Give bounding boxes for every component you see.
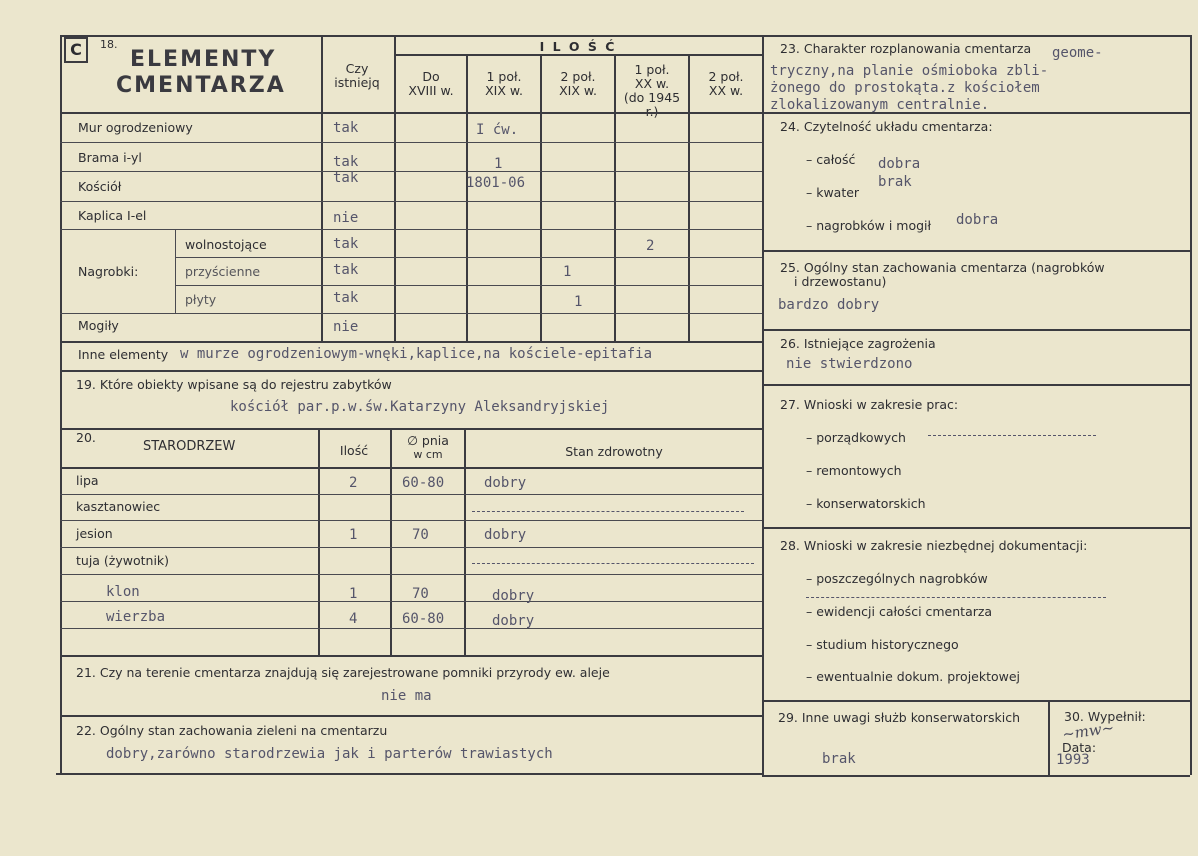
tree-dia-wierzba: 60-80 bbox=[402, 611, 445, 627]
tree-health-jesion: dobry bbox=[484, 527, 527, 543]
value-exists-mogily: nie bbox=[333, 319, 359, 335]
s21-label: 21. Czy na terenie cmentarza znajdują się zarejestrowane pomniki przyrody ew. aleje bbox=[76, 665, 610, 680]
s27-item-porzadkowych: – porządkowych bbox=[806, 430, 906, 445]
row-label-kosciol: Kościół bbox=[78, 179, 122, 194]
row-label-przyscienne: przyścienne bbox=[185, 264, 261, 279]
value-mur-p2: I ćw. bbox=[476, 122, 519, 138]
s27-item-konserwatorskich: – konserwatorskich bbox=[806, 496, 926, 511]
tree-name-klon: klon bbox=[106, 584, 140, 600]
s20-col-diameter: ∅ pnia w cm bbox=[407, 433, 449, 461]
s27-label: 27. Wnioski w zakresie prac: bbox=[780, 397, 959, 412]
s28-item-projektowej: – ewentualnie dokum. projektowej bbox=[806, 669, 1021, 684]
tree-qty-klon: 1 bbox=[349, 586, 358, 602]
tree-dia-klon: 70 bbox=[412, 586, 429, 602]
period-header-4: 1 poł. XX w. (do 1945 r.) bbox=[623, 62, 681, 119]
s29-value: brak bbox=[822, 751, 856, 767]
s25-value: bardzo dobry bbox=[778, 297, 880, 313]
tree-dia-jesion: 70 bbox=[412, 527, 429, 543]
tree-name-wierzba: wierzba bbox=[106, 609, 166, 625]
tree-name-tuja: tuja (żywotnik) bbox=[76, 553, 170, 568]
s21-value: nie ma bbox=[381, 688, 432, 704]
s19-label: 19. Które obiekty wpisane są do rejestru zabytków bbox=[76, 377, 392, 392]
tree-qty-lipa: 2 bbox=[349, 475, 358, 491]
s23-label: 23. Charakter rozplanowania cmentarza bbox=[780, 41, 1032, 56]
s28-item-studium: – studium historycznego bbox=[806, 637, 959, 652]
period-header-5: 2 poł. XX w. bbox=[708, 69, 744, 98]
value-exists-wolnostojace: tak bbox=[333, 236, 359, 252]
s28-label: 28. Wnioski w zakresie niezbędnej dokumentacji: bbox=[780, 538, 1088, 553]
s22-value: dobry,zarówno starodrzewia jak i parterów trawiastych bbox=[106, 746, 553, 762]
s25-label2: i drzewostanu) bbox=[794, 274, 887, 289]
s27-item-remontowych: – remontowych bbox=[806, 463, 902, 478]
row-label-wolnostojace: wolnostojące bbox=[185, 237, 267, 252]
ilosc-header: I L O Ś Ć bbox=[539, 39, 617, 54]
row-label-kaplica: Kaplica I-el bbox=[78, 208, 147, 223]
title-line1: ELEMENTY bbox=[130, 47, 277, 72]
value-exists-mur: tak bbox=[333, 120, 359, 136]
tree-health-lipa: dobry bbox=[484, 475, 527, 491]
value-exists-przyscienne: tak bbox=[333, 262, 359, 278]
tree-name-kasztanowiec: kasztanowiec bbox=[76, 499, 161, 514]
s29-label: 29. Inne uwagi służb konserwatorskich bbox=[778, 710, 1020, 725]
s26-label: 26. Istniejące zagrożenia bbox=[780, 336, 936, 351]
inne-value: w murze ogrodzeniowym-wnęki,kaplice,na kościele-epitafia bbox=[180, 346, 653, 362]
s20-title: STARODRZEW bbox=[143, 439, 236, 454]
signature: ~mw~ bbox=[1061, 718, 1116, 744]
period-header-2: 1 poł. XIX w. bbox=[485, 69, 523, 98]
row-label-brama: Brama i-yl bbox=[78, 150, 142, 165]
s23-line3: żonego do prostokąta.z kościołem bbox=[770, 80, 1040, 96]
s24-item-kwater: – kwater bbox=[806, 185, 860, 200]
title-line2: CMENTARZA bbox=[116, 73, 286, 98]
value-wolnostojace-p4: 2 bbox=[646, 238, 655, 254]
s30-label: 30. Wypełnił: bbox=[1064, 709, 1146, 724]
s28-item-nagrobkow: – poszczególnych nagrobków bbox=[806, 571, 988, 586]
tree-name-lipa: lipa bbox=[76, 473, 99, 488]
tree-health-wierzba: dobry bbox=[492, 613, 535, 629]
tree-name-jesion: jesion bbox=[76, 526, 113, 541]
s26-value: nie stwierdzono bbox=[786, 356, 913, 372]
s23-line1: geome- bbox=[1052, 45, 1103, 61]
s20-number: 20. bbox=[76, 430, 96, 445]
s24-label: 24. Czytelność układu cmentarza: bbox=[780, 119, 993, 134]
row-label-mur: Mur ogrodzeniowy bbox=[78, 120, 193, 135]
s24-value-kwater: brak bbox=[878, 174, 912, 190]
tree-dia-lipa: 60-80 bbox=[402, 475, 445, 491]
value-kosciol-p2: 1801-06 bbox=[466, 175, 526, 191]
row-label-mogily: Mogiły bbox=[78, 318, 119, 333]
inne-label: Inne elementy bbox=[78, 347, 169, 362]
value-plyty-p3: 1 bbox=[574, 294, 583, 310]
s23-line4: zlokalizowanym centralnie. bbox=[770, 97, 990, 113]
s23-line2: tryczny,na planie ośmioboka zbli- bbox=[770, 63, 1049, 79]
tree-qty-wierzba: 4 bbox=[349, 611, 358, 627]
value-exists-kaplica: nie bbox=[333, 210, 359, 226]
value-exists-plyty: tak bbox=[333, 290, 359, 306]
s24-item-nagrobkow: – nagrobków i mogił bbox=[806, 218, 932, 233]
value-exists-kosciol: tak bbox=[333, 170, 359, 186]
section-c-box: C bbox=[64, 37, 88, 63]
s24-item-calosc: – całość bbox=[806, 152, 856, 167]
s24-value-calosc: dobra bbox=[878, 156, 921, 172]
s30-date-value: 1993 bbox=[1056, 752, 1090, 768]
s20-col-qty: Ilość bbox=[339, 443, 369, 458]
s20-col-health: Stan zdrowotny bbox=[565, 444, 663, 459]
value-przyscienne-p3: 1 bbox=[563, 264, 572, 280]
s25-label1: 25. Ogólny stan zachowania cmentarza (nagrobków bbox=[780, 260, 1105, 275]
value-exists-brama: tak bbox=[333, 154, 359, 170]
s22-label: 22. Ogólny stan zachowania zieleni na cmentarzu bbox=[76, 723, 388, 738]
row-label-plyty: płyty bbox=[185, 292, 217, 307]
period-header-1: Do XVIII w. bbox=[408, 69, 454, 98]
tree-qty-jesion: 1 bbox=[349, 527, 358, 543]
s28-item-ewidencji: – ewidencji całości cmentarza bbox=[806, 604, 993, 619]
s30-date-label: Data: bbox=[1062, 740, 1097, 755]
period-header-3: 2 poł. XIX w. bbox=[559, 69, 597, 98]
col-exists-header: Czy istniejq bbox=[334, 61, 380, 90]
value-brama-p2: 1 bbox=[494, 156, 503, 172]
tree-health-klon: dobry bbox=[492, 588, 535, 604]
row-label-nagrobki: Nagrobki: bbox=[78, 264, 139, 279]
s19-value: kościół par.p.w.św.Katarzyny Aleksandryjskiej bbox=[230, 399, 610, 415]
s24-value-nagrobkow: dobra bbox=[956, 212, 999, 228]
section-18-number: 18. bbox=[100, 38, 118, 51]
